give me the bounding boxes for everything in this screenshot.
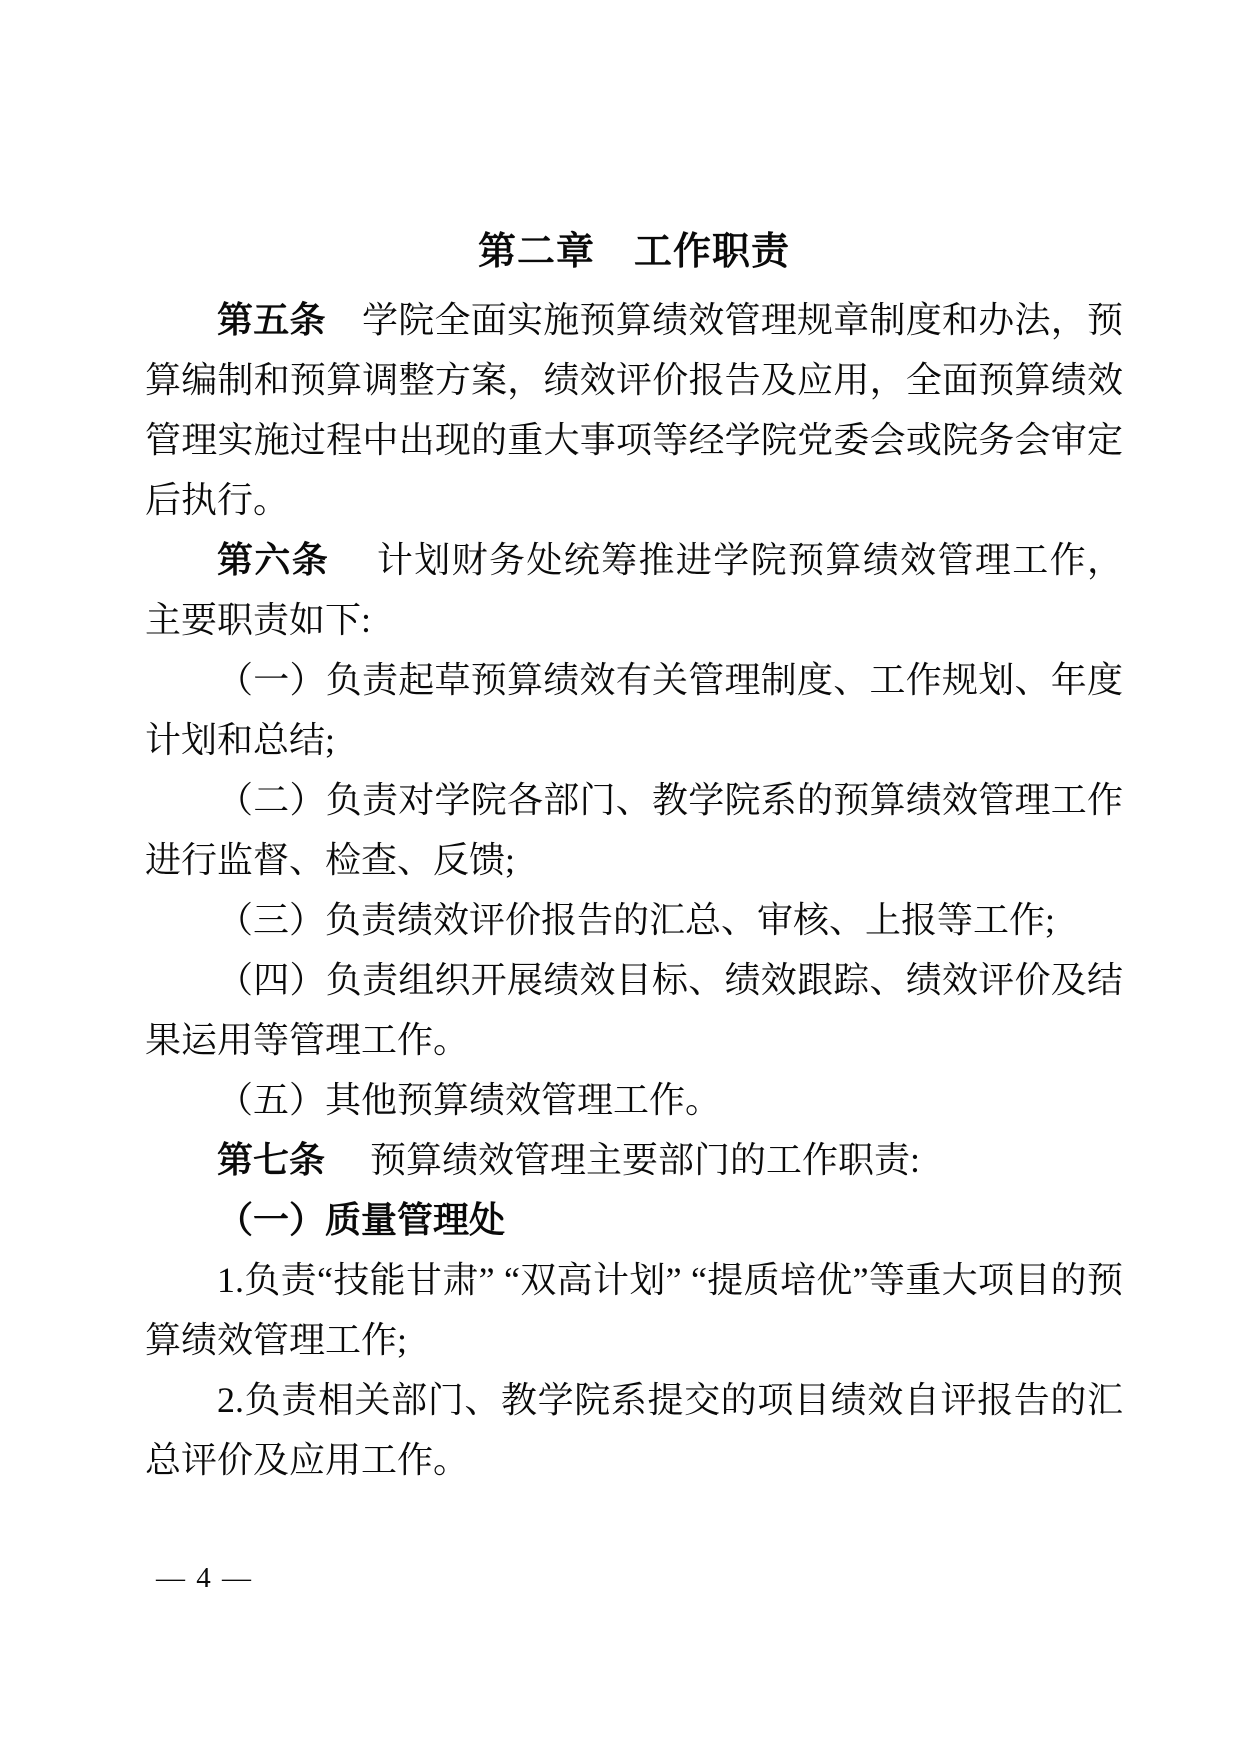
text-run: （四）负责组织开展绩效目标、绩效跟踪、绩效评价及结果运用等管理工作。 <box>145 960 1123 1060</box>
text-run: 2.负责相关部门、教学院系提交的项目绩效自评报告的汇总评价及应用工作。 <box>145 1380 1123 1480</box>
page-number: — 4 — <box>156 1562 253 1594</box>
body-paragraph <box>145 290 1123 530</box>
text-run: （五）其他预算绩效管理工作。 <box>217 1080 722 1120</box>
body-paragraph <box>145 1370 1123 1490</box>
text-run: 1.负责“技能甘肃” “双高计划” “提质培优”等重大项目的预算绩效管理工作; <box>145 1260 1123 1360</box>
subheading-paragraph <box>145 1190 1123 1250</box>
text-run: 学院全面实施预算绩效管理规章制度和办法，预算编制和预算调整方案，绩效评价报告及应用，全面预算绩效管理实施过程中出现的重大事项等经学院党委会或院务会审定后执行。 <box>145 300 1123 520</box>
body-paragraph <box>145 530 1123 650</box>
chapter-title: 第二章 工作职责 <box>477 231 790 273</box>
body-paragraph <box>145 950 1123 1070</box>
bold-text-run: （一）质量管理处 <box>217 1200 506 1240</box>
text-run: （一）负责起草预算绩效有关管理制度、工作规划、年度计划和总结; <box>145 660 1123 760</box>
body-paragraph <box>145 890 1123 950</box>
text-run: 预算绩效管理主要部门的工作职责: <box>325 1140 921 1180</box>
text-run: （二）负责对学院各部门、教学院系的预算绩效管理工作进行监督、检查、反馈; <box>145 780 1123 880</box>
body-paragraph <box>145 1130 1123 1190</box>
body-paragraph <box>145 650 1123 770</box>
body-paragraph <box>145 770 1123 890</box>
text-run: （三）负责绩效评价报告的汇总、审核、上报等工作; <box>217 900 1056 940</box>
bold-text-run: 第六条 <box>217 540 330 580</box>
paragraph-list <box>145 290 1123 1490</box>
bold-text-run: 第五条 <box>217 300 326 340</box>
document-content <box>145 222 1123 1490</box>
bold-text-run: 第七条 <box>217 1140 326 1180</box>
body-paragraph <box>145 1250 1123 1370</box>
body-paragraph <box>145 1070 1123 1130</box>
text-run: 计划财务处统筹推进学院预算绩效管理工作，主要职责如下: <box>145 540 1123 640</box>
